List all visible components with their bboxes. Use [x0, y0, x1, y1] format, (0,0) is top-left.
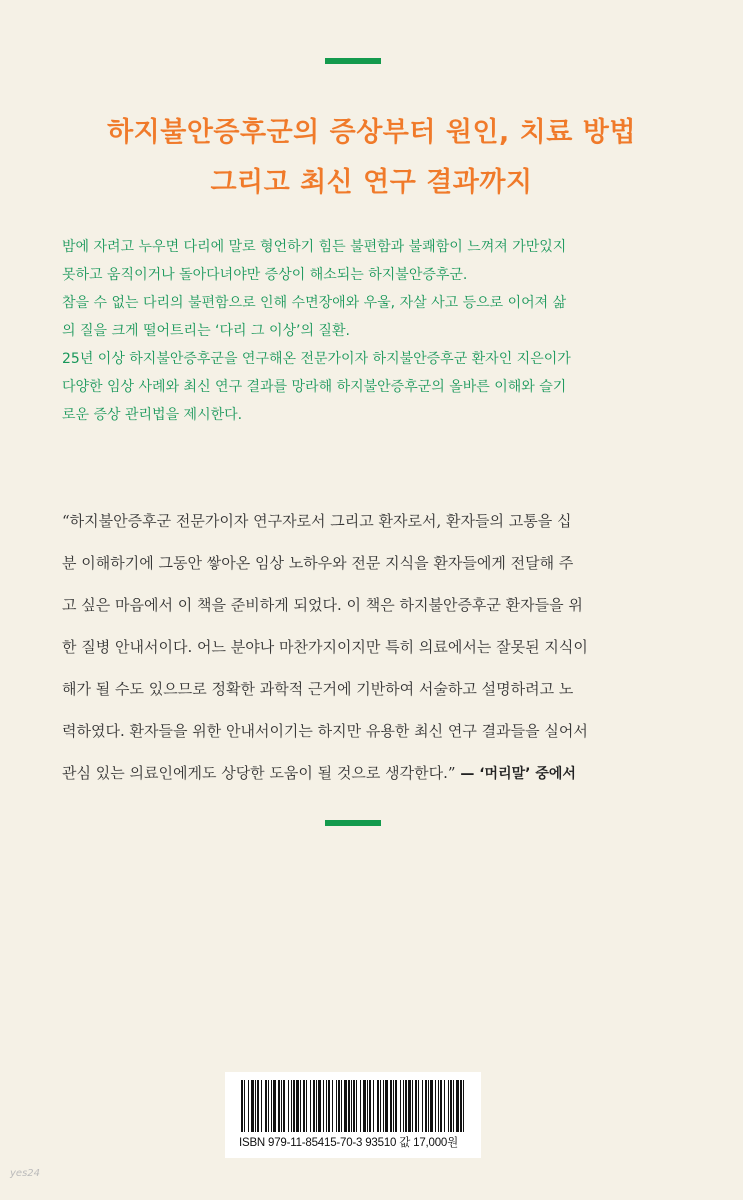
barcode-bar [316, 1080, 317, 1132]
barcode-bar [377, 1080, 379, 1132]
barcode-bar [422, 1080, 423, 1132]
quote-line: 한 질병 안내서이다. 어느 분야나 마찬가지이지만 특히 의료에서는 잘못된 지식이 [62, 638, 588, 656]
barcode-bar [425, 1080, 427, 1132]
description-line: 25년 이상 하지불안증후군을 연구해온 전문가이자 하지불안증후군 환자인 지은이가 [62, 351, 571, 367]
barcode-bar [351, 1080, 352, 1132]
quote-line: 분 이해하기에 그동안 쌓아온 임상 노하우와 전문 지식을 환자들에게 전달해 주 [62, 554, 574, 572]
bottom-divider [325, 820, 381, 826]
barcode-bar [303, 1080, 305, 1132]
isbn-price-text: ISBN 979-11-85415-70-3 93510 값 17,000원 [239, 1137, 459, 1149]
description-line: 의 질을 크게 떨어트리는 ‘다리 그 이상’의 질환. [62, 323, 350, 339]
top-divider [325, 58, 381, 64]
preface-quote [62, 500, 682, 795]
watermark: yes24 [10, 1168, 41, 1179]
description-line: 다양한 임상 사례와 최신 연구 결과를 망라해 하지불안증후군의 올바른 이해와 슬기 [62, 379, 567, 395]
barcode-bar [390, 1080, 392, 1132]
barcode-bar [456, 1080, 459, 1132]
barcode-bar [310, 1080, 311, 1132]
barcode-bar [278, 1080, 280, 1132]
quote-line-last [62, 752, 682, 795]
quote-line: 해가 될 수도 있으므로 정확한 과학적 근거에 기반하여 서술하고 설명하려고 노 [62, 680, 574, 698]
barcode-bar [430, 1080, 433, 1132]
barcode-bar [251, 1080, 254, 1132]
barcode-bar [306, 1080, 307, 1132]
barcode-bar [268, 1080, 269, 1132]
barcode-bar [291, 1080, 292, 1132]
book-description [62, 233, 682, 429]
description-line: 밤에 자려고 누우면 다리에 말로 형언하기 힘든 불편함과 불쾌함이 느껴져 가만있지 [62, 239, 567, 255]
barcode-bar [288, 1080, 289, 1132]
quote-last-text: 관심 있는 의료인에게도 상당한 도움이 될 것으로 생각한다.” [62, 764, 456, 782]
barcode-bar [336, 1080, 337, 1132]
barcode-bar [412, 1080, 413, 1132]
barcode-bar [393, 1080, 394, 1132]
barcode-bar [300, 1080, 301, 1132]
barcode-bar [403, 1080, 404, 1132]
barcode-bar [450, 1080, 452, 1132]
barcode-bar [281, 1080, 282, 1132]
barcode-bar [400, 1080, 401, 1132]
barcode-bar [348, 1080, 350, 1132]
quote-line: 고 싶은 마음에서 이 책을 준비하게 되었다. 이 책은 하지불안증후군 환자들을 위 [62, 596, 583, 614]
barcode-bar [438, 1080, 439, 1132]
barcode-bar [332, 1080, 333, 1132]
barcode-bar [353, 1080, 355, 1132]
barcode-bar [373, 1080, 374, 1132]
barcode-bar [296, 1080, 299, 1132]
barcode-bar [369, 1080, 371, 1132]
barcode-bar [265, 1080, 267, 1132]
barcode-bar [395, 1080, 397, 1132]
barcode-bar [283, 1080, 285, 1132]
barcode-bar [363, 1080, 366, 1132]
barcode-bar [383, 1080, 384, 1132]
barcode-bar [326, 1080, 327, 1132]
quote-source: — ‘머리말’ 중에서 [460, 766, 576, 782]
barcode-bar [356, 1080, 357, 1132]
barcode-bar [293, 1080, 295, 1132]
barcode-bar [248, 1080, 249, 1132]
barcode-bar [338, 1080, 340, 1132]
description-line: 로운 증상 관리법을 제시한다. [62, 407, 243, 423]
barcode-bar [428, 1080, 429, 1132]
quote-line: “하지불안증후군 전문가이자 연구자로서 그리고 환자로서, 환자들의 고통을 십 [62, 512, 572, 530]
barcode-bar [460, 1080, 462, 1132]
barcode-bar [405, 1080, 407, 1132]
barcode-bar [255, 1080, 256, 1132]
barcode-bar [244, 1080, 245, 1132]
barcode-bar [448, 1080, 449, 1132]
description-line: 못하고 움직이거나 돌아다녀야만 증상이 해소되는 하지불안증후군. [62, 267, 468, 283]
barcode-bar [341, 1080, 342, 1132]
barcode-bar [453, 1080, 454, 1132]
barcode-panel [225, 1072, 481, 1158]
barcode-bar [385, 1080, 388, 1132]
barcode-bar [408, 1080, 411, 1132]
barcode-bar [463, 1080, 464, 1132]
barcode-bar [257, 1080, 259, 1132]
barcode-bar [360, 1080, 361, 1132]
barcode-bar [323, 1080, 324, 1132]
headline-line-1: 하지불안증후군의 증상부터 원인, 치료 방법 [107, 117, 636, 148]
barcode-bar [344, 1080, 347, 1132]
barcode-bar [415, 1080, 417, 1132]
description-line: 참을 수 없는 다리의 불편함으로 인해 수면장애와 우울, 자살 사고 등으로 이어져 삶 [62, 295, 567, 311]
barcode-bar [328, 1080, 330, 1132]
barcode-bar [241, 1080, 243, 1132]
barcode-bar [271, 1080, 272, 1132]
barcode-bar [435, 1080, 436, 1132]
barcode-bar [313, 1080, 315, 1132]
barcode-bar [318, 1080, 321, 1132]
barcode-bar [444, 1080, 445, 1132]
barcode-bar [367, 1080, 368, 1132]
barcode-bar [273, 1080, 276, 1132]
barcode-bar [380, 1080, 381, 1132]
barcode-icon [241, 1080, 465, 1132]
quote-line: 력하였다. 환자들을 위한 안내서이기는 하지만 유용한 최신 연구 결과들을 실어서 [62, 722, 588, 740]
barcode-bar [440, 1080, 442, 1132]
barcode-bar [261, 1080, 262, 1132]
barcode-bar [418, 1080, 419, 1132]
headline-line-2: 그리고 최신 연구 결과까지 [210, 167, 533, 198]
